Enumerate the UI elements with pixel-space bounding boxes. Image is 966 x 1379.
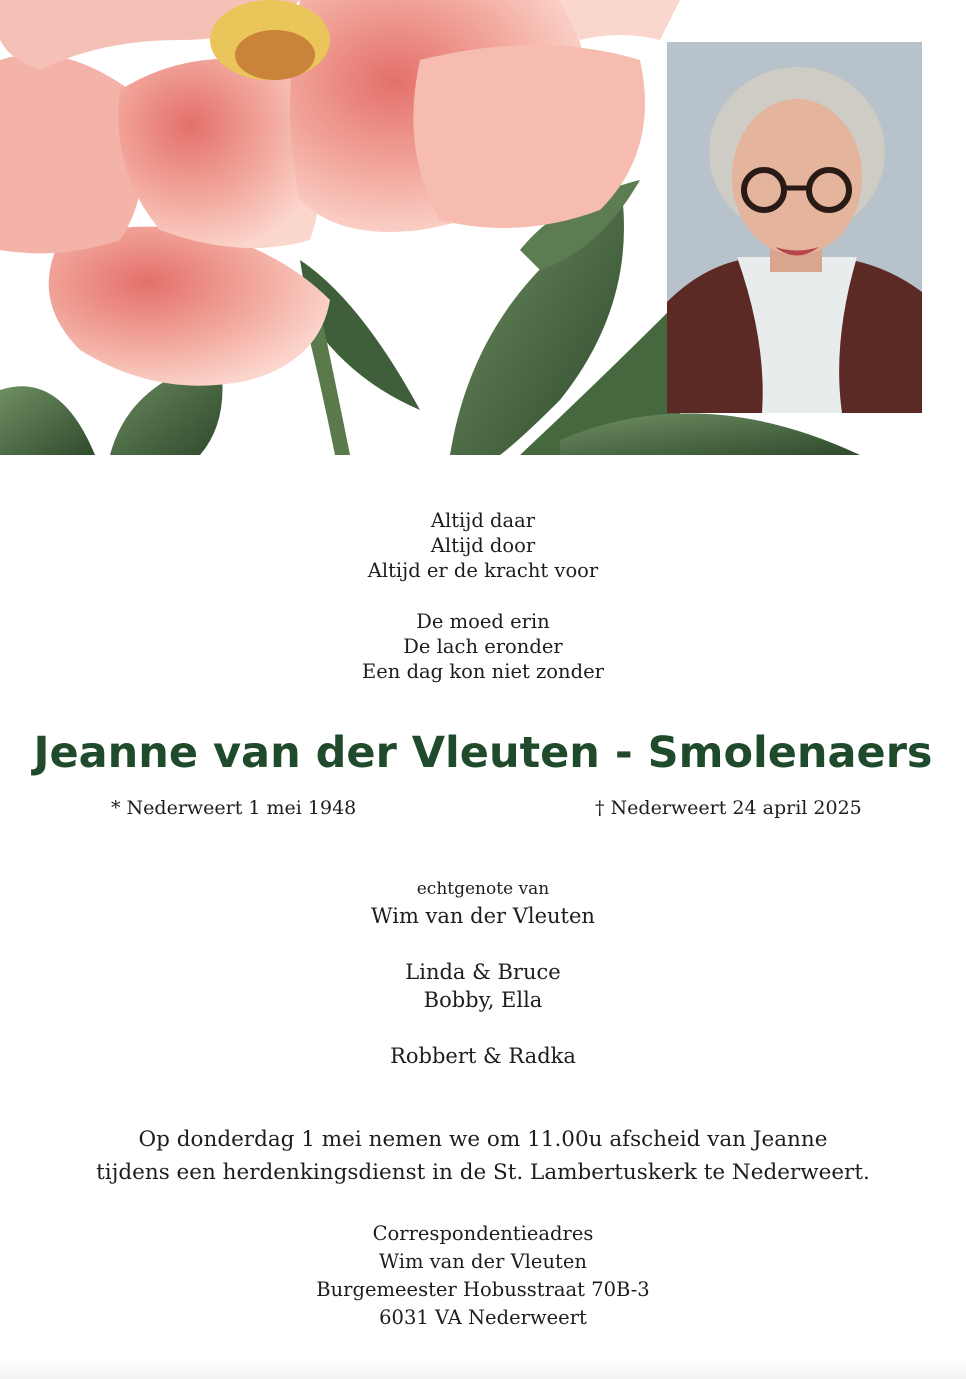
poem-stanza-1: [0, 508, 966, 583]
address-name: Wim van der Vleuten: [379, 1250, 587, 1273]
child-line: Linda & Bruce: [405, 960, 561, 984]
poem-line: Een dag kon niet zonder: [362, 660, 604, 683]
poem-line: Altijd daar: [430, 509, 536, 532]
birth-date: * Nederweert 1 mei 1948: [111, 797, 357, 819]
announcement-line: tijdens een herdenkingsdienst in de St. Lambertuskerk te Nederweert.: [96, 1160, 870, 1185]
deceased-name: Jeanne van der Vleuten - Smolenaers: [33, 728, 933, 778]
address-label: Correspondentieadres: [372, 1222, 594, 1245]
poem-line: De lach eronder: [403, 635, 563, 658]
address-city: 6031 VA Nederweert: [379, 1306, 587, 1329]
announcement: [0, 1123, 966, 1189]
spouse-name: [0, 902, 966, 930]
children-block: [0, 958, 966, 1014]
child-line: Robbert & Radka: [390, 1044, 576, 1068]
address-street: Burgemeester Hobusstraat 70B-3: [316, 1278, 650, 1301]
poem-line: De moed erin: [416, 610, 550, 633]
grandchildren-line: Bobby, Ella: [423, 988, 543, 1012]
poem-line: Altijd door: [430, 534, 536, 557]
correspondence-address: [0, 1220, 966, 1332]
poem-stanza-2: [0, 609, 966, 684]
poem-line: Altijd er de kracht voor: [367, 559, 599, 582]
page-bottom-edge: [0, 1360, 966, 1379]
announcement-line: Op donderdag 1 mei nemen we om 11.00u afscheid van Jeanne: [138, 1127, 828, 1152]
spouse-line: Wim van der Vleuten: [371, 904, 595, 928]
death-date: † Nederweert 24 april 2025: [595, 797, 862, 819]
children-block-2: [0, 1042, 966, 1070]
relation-label: echtgenote van: [416, 879, 550, 899]
portrait-photo: [667, 42, 922, 413]
